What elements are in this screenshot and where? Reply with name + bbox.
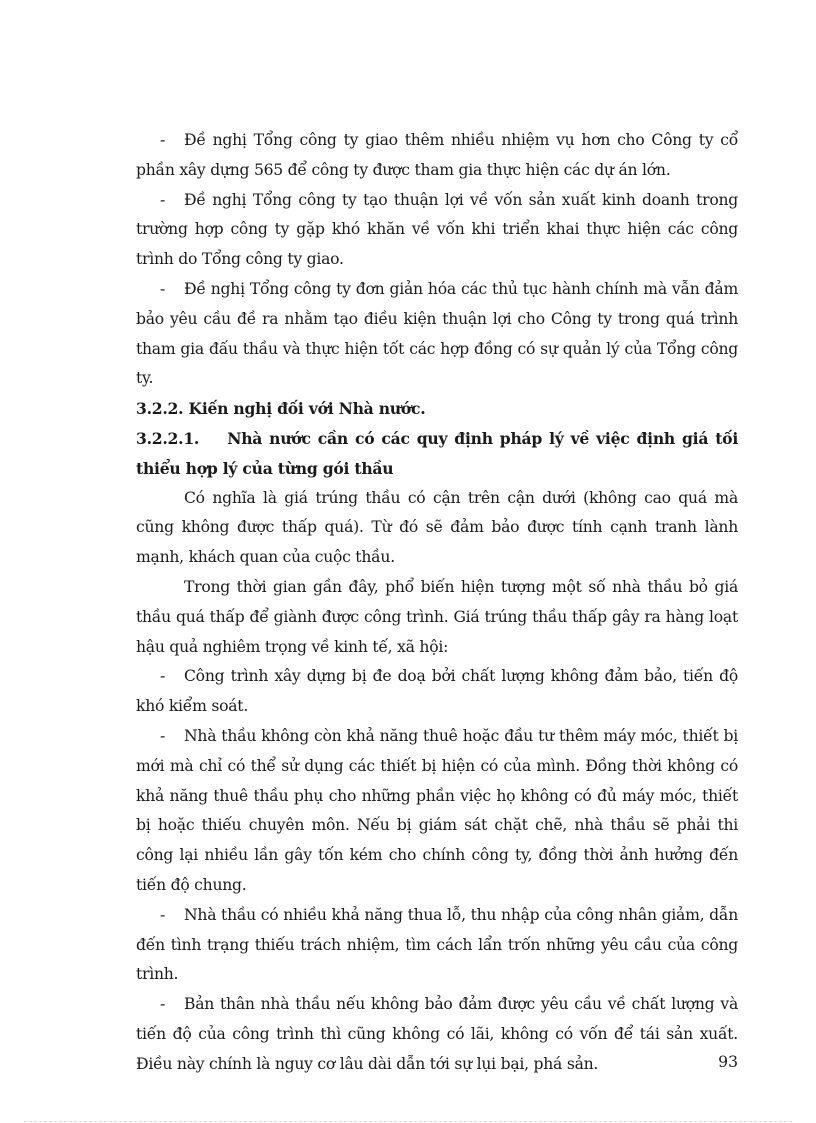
bullet-dash: -: [160, 905, 166, 924]
bullet-dash: -: [160, 131, 166, 149]
bullet-dash: -: [160, 190, 166, 209]
paragraph-bullet: [136, 722, 738, 901]
paragraph-text: Nhà thầu không còn khả năng thuê hoặc đầu tư thêm máy móc, thiết bị mới mà chỉ có thể sử dụng các thiết bị hiện có của mình. Đồng thời không có khả năng thuê thầu phụ cho những phần việc họ không có đủ máy móc, thiết bị hoặc thiếu chuyên môn. Nếu bị giám sát chặt chẽ, nhà thầu sẽ phải thi công lại nhiều lần gây tốn kém cho chính công ty, đồng thời ảnh hưởng đến tiến độ chung.: [136, 726, 738, 894]
paragraph-text: Bản thân nhà thầu nếu không bảo đảm được yêu cầu về chất lượng và tiến độ của công trình thì cũng không có lãi, không có vốn để tái sản xuất. Điều này chính là nguy cơ lâu dài dẫn tới sự lụi bại, phá sản.: [136, 995, 738, 1073]
section-heading: 3.2.2. Kiến nghị đối với Nhà nước.: [136, 399, 426, 419]
paragraph-bullet: [136, 275, 738, 394]
bullet-dash: -: [160, 726, 166, 745]
page-number: 93: [718, 1053, 738, 1071]
paragraph-body: Trong thời gian gần đây, phổ biến hiện tượng một số nhà thầu bỏ giá thầu quá thấp để giành được công trình. Giá trúng thầu thấp gây ra hàng loạt hậu quả nghiêm trọng về kinh tế, xã hội:: [136, 577, 738, 656]
paragraph-bullet: [136, 901, 738, 990]
paragraph-text: Đề nghị Tổng công ty giao thêm nhiều nhiệm vụ hơn cho Công ty cổ phần xây dựng 565 để công ty được tham gia thực hiện các dự án lớn.: [136, 131, 738, 179]
paragraph-bullet: [136, 662, 738, 722]
paragraph-bullet: [136, 126, 738, 186]
paragraph-bullet: [136, 990, 738, 1079]
bullet-dash: -: [160, 667, 166, 686]
page-bottom-divider: [24, 1121, 792, 1122]
paragraph-text: Đề nghị Tổng công ty đơn giản hóa các thủ tục hành chính mà vẫn đảm bảo yêu cầu đề ra nhằm tạo điều kiện thuận lợi cho Công ty trong quá trình tham gia đấu thầu và thực hiện tốt các hợp đồng có sự quản lý của Tổng công ty.: [136, 279, 738, 388]
subsection-heading: 3.2.2.1. Nhà nước cần có các quy định pháp lý về việc định giá tối thiểu hợp lý của từng gói thầu: [136, 428, 744, 478]
paragraph-text: Đề nghị Tổng công ty tạo thuận lợi về vốn sản xuất kinh doanh trong trường hợp công ty gặp khó khăn về vốn khi triển khai thực hiện các công trình do Tổng công ty giao.: [136, 190, 738, 269]
paragraph-body: Có nghĩa là giá trúng thầu có cận trên cận dưới (không cao quá mà cũng không được thấp quá). Từ đó sẽ đảm bảo được tính cạnh tranh lành mạnh, khách quan của cuộc thầu.: [136, 488, 738, 567]
paragraph-text: Nhà thầu có nhiều khả năng thua lỗ, thu nhập của công nhân giảm, dẫn đến tình trạng thiếu trách nhiệm, tìm cách lẩn trốn những yêu cầu của công trình.: [136, 905, 738, 984]
paragraph-text: Công trình xây dựng bị đe doạ bởi chất lượng không đảm bảo, tiến độ khó kiểm soát.: [136, 667, 738, 716]
paragraph-bullet: [136, 186, 738, 275]
document-body: [136, 126, 744, 1080]
bullet-dash: -: [160, 995, 166, 1014]
bullet-dash: -: [160, 279, 166, 298]
